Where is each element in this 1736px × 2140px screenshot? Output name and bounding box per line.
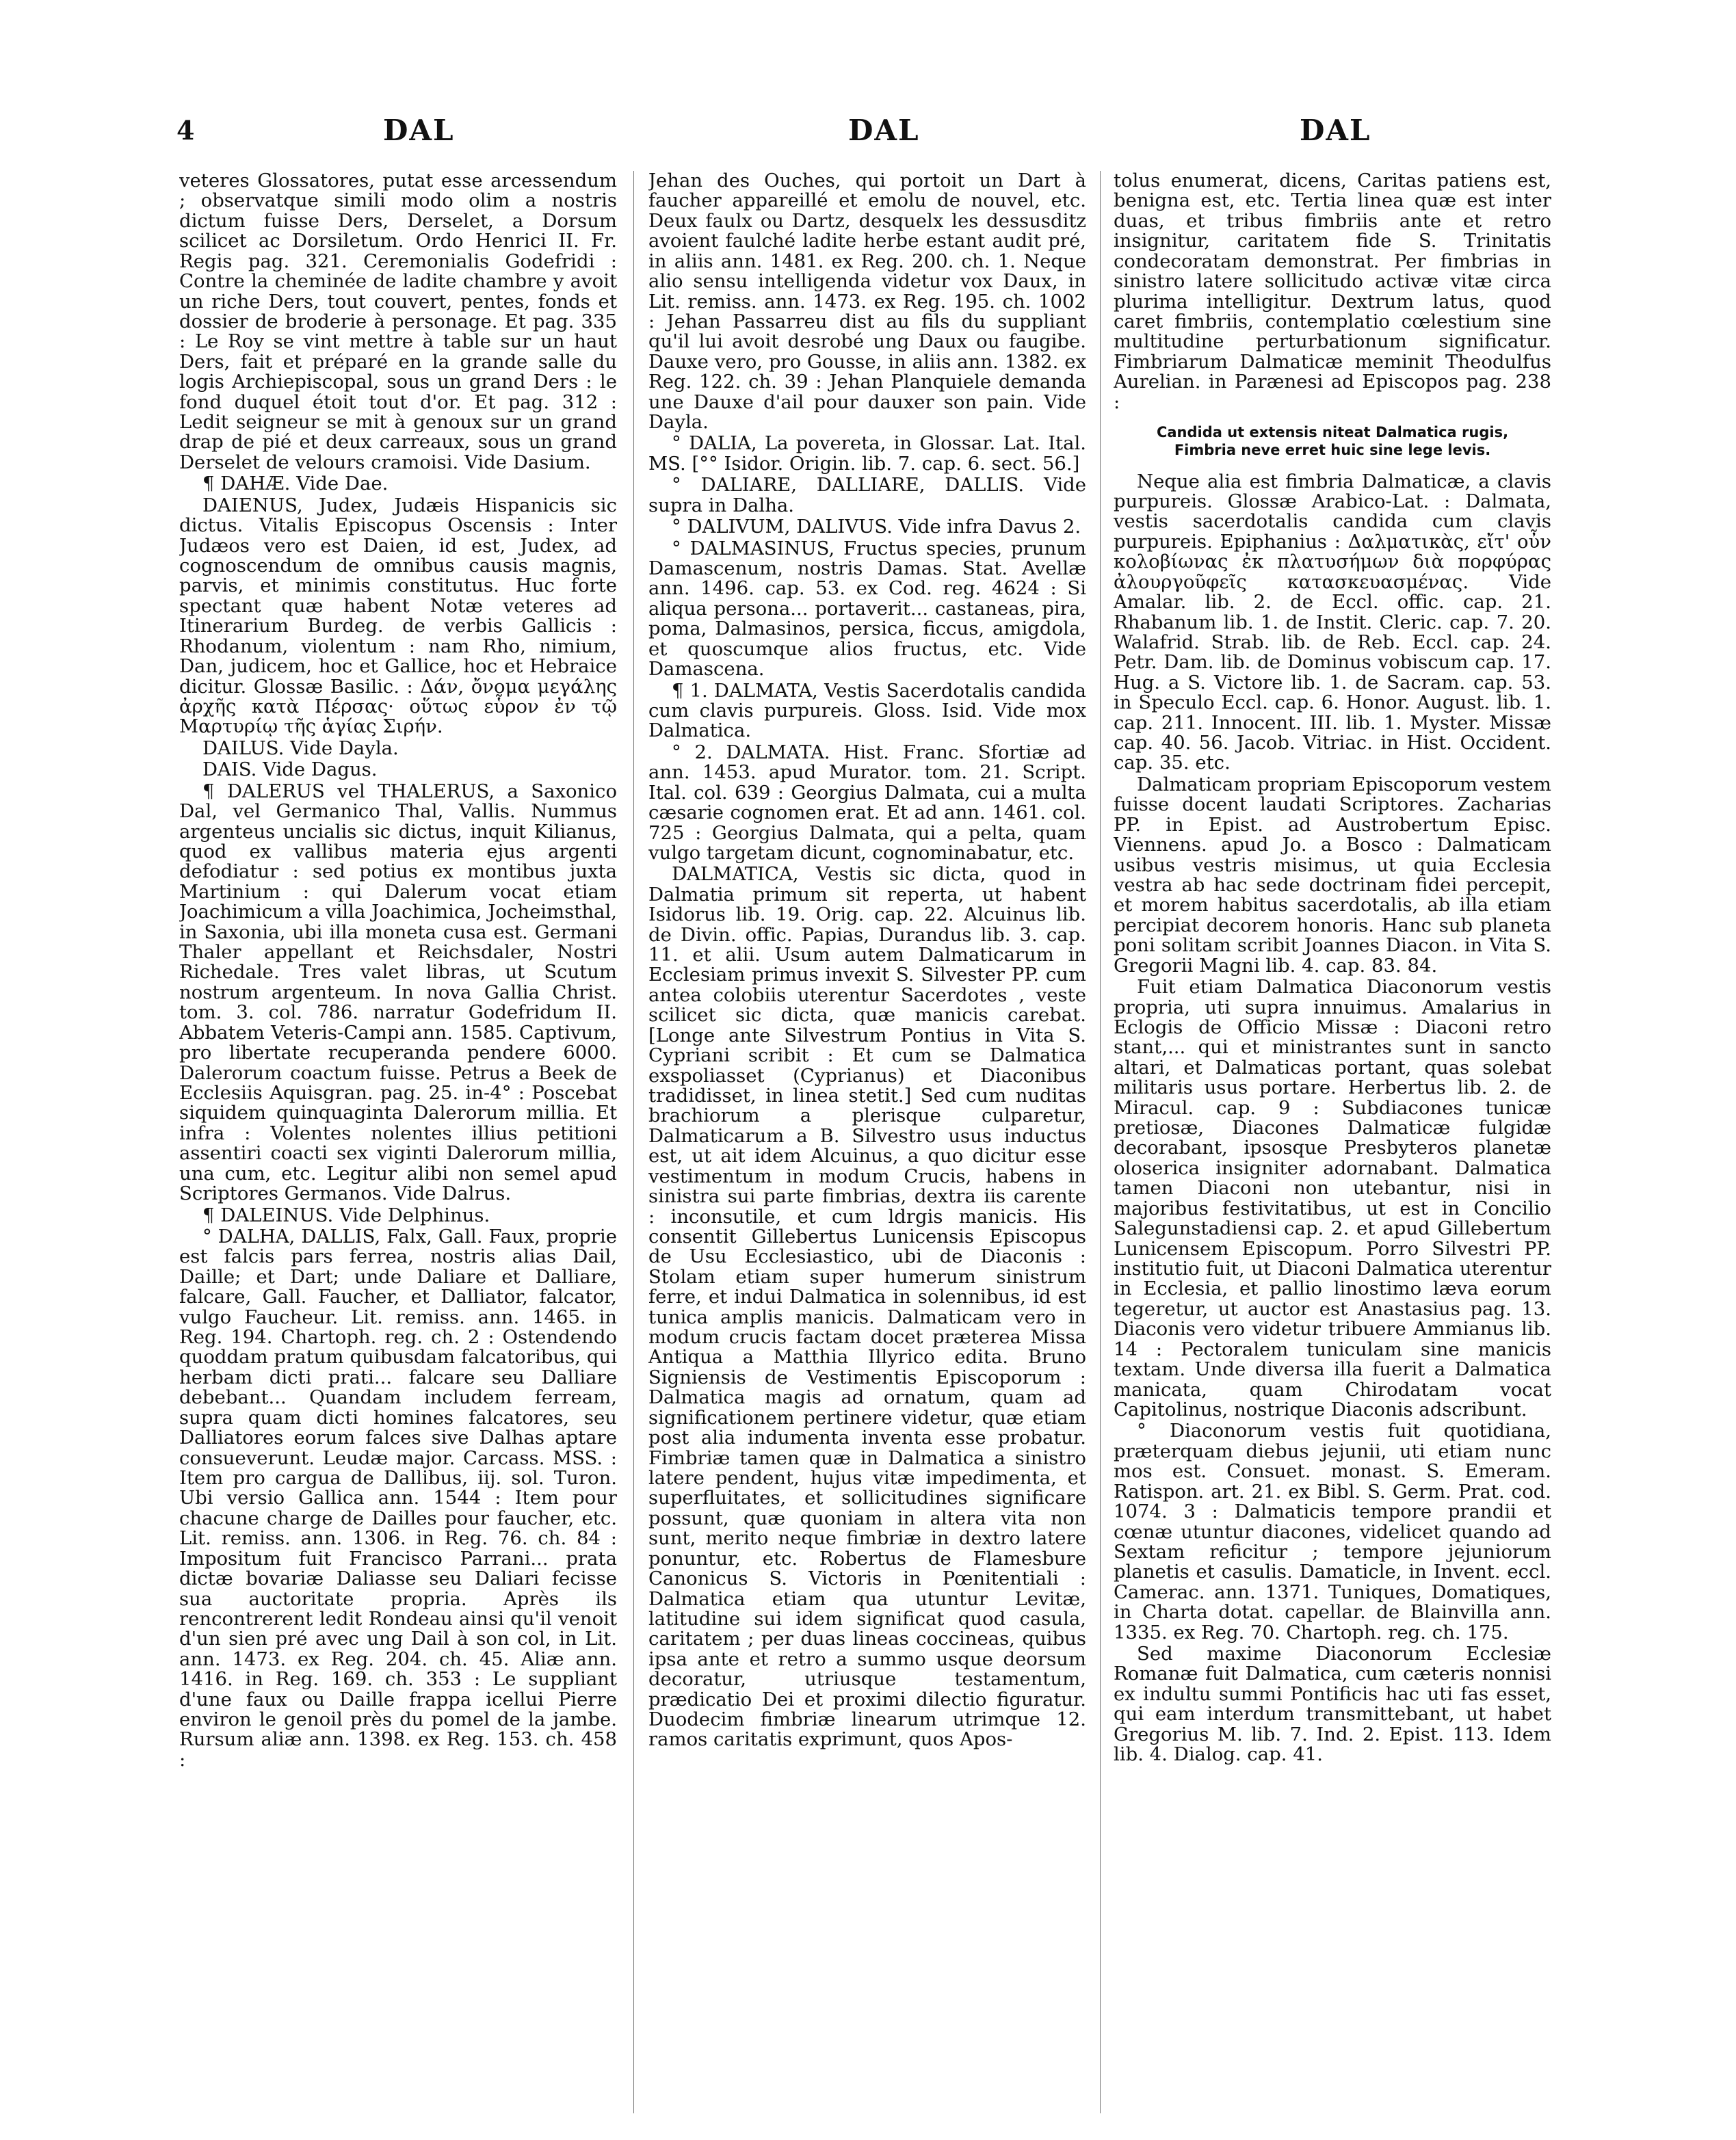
entry-dais: DAIS. Vide Dagus. bbox=[202, 758, 378, 781]
running-head-middle: DAL bbox=[848, 114, 920, 147]
entry-dalmata-1: ¶ 1. DALMATA, Vestis Sacerdotalis candida cum clavis purpureis. Gloss. Isid. Vide mox Dalmatica. bbox=[648, 679, 1086, 742]
entry-paragraph: Dalmaticam propriam Episcoporum vestem fuisse docent laudati Scriptores. Zacharias PP. in Epist. ad Austrobertum Episc. Viennens. apud Jo. a Bosco : Dalmaticam usibus vestris misimus, ut quia Ecclesia vestra ab hac sede doctrinam fidei percepit, et morem habitus sacerdotalis, ab illa etiam percipiat decorem honoris. Hanc sub planeta poni solitam scribit Joannes Diacon. in Vita S. Gregorii Magni lib. 4. cap. 83. 84. bbox=[1114, 773, 1551, 977]
verse-quotation bbox=[1114, 423, 1551, 460]
entry-dalmata-2: ° 2. DALMATA. Hist. Franc. Sfortiæ ad ann. 1453. apud Murator. tom. 21. Script. Ital. col. 639 : Georgius Dalmata, cui a multa cæsarie cognomen erat. Et ad ann. 1461. col. 725 : Georgius Dalmata, qui a pelta, quam vulgo targetam dicunt, cognominabatur, etc. bbox=[648, 741, 1086, 864]
entry-paragraph: ° Diaconorum vestis fuit quotidiana, præterquam diebus jejunii, uti etiam nunc mos est. Consuet. monast. S. Emeram. Ratispon. art. 21. ex Bibl. S. Germ. Prat. cod. 1074. 3 : Dalmaticis tempore prandii et cœnæ utuntur diacones, videlicet quando ad Sextam reficitur ; tempore jejuniorum planetis et casulis. Damaticle, in Invent. eccl. Camerac. ann. 1371. Tuniques, Domatiques, in Charta dotat. capellar. de Blainvilla ann. 1335. ex Reg. 70. Chartoph. reg. ch. 175. bbox=[1114, 1420, 1551, 1643]
entry-daienus: DAIENUS, Judex, Judæis Hispanicis sic dictus. Vitalis Episcopus Oscensis : Inter Judæos vero est Daien, id est, Judex, ad cognoscendum de omnibus causis magnis, parvis, et minimis constitutus. Huc forte spectant quæ habent Notæ veteres ad Itinerarium Burdeg. de verbis Gallicis : Rhodanum, violentum : nam Rho, nimium, Dan, judicem, hoc et Gallice, hoc et Hebraice dicitur. Glossæ Basilic. : Δάν, ὄνομα μεγάλης ἀρχῆς κατὰ Πέρσας· οὕτως εὗρον ἐν τῷ Μαρτυρίῳ τῆς ἁγίας Σιρήν. bbox=[179, 494, 617, 738]
text-column-1 bbox=[179, 171, 617, 2113]
verse-line-1: Candida ut extensis niteat Dalmatica rugis, bbox=[1156, 424, 1509, 441]
entry-dalha: ° DALHA, DALLIS, Falx, Gall. Faux, proprie est falcis pars ferrea, nostris alias Dail, Daille; et Dart; unde Daliare et Dalliare, falcare, Gall. Faucher, et Dalliator, falcator, vulgo Faucheur. Lit. remiss. ann. 1465. in Reg. 194. Chartoph. reg. ch. 2 : Ostendendo quoddam pratum quibusdam falcatoribus, qui herbam dicti prati... falcare seu Dalliare debebant... Quandam includem ferream, supra quam dicti homines falcatores, seu Dalliatores eorum falces sive Dalhas aptare consueverunt. Leudæ major. Carcass. MSS. : Item pro cargua de Dallibus, iij. sol. Turon. Ubi versio Gallica ann. 1544 : Item pour chacune charge de Dailles pour faucher, etc. Lit. remiss. ann. 1306. in Reg. 76. ch. 84 : Impositum fuit Francisco Parrani... prata dictæ bovariæ Daliasse seu Daliari fecisse sua auctoritate propria. Après ils rencontrerent ledit Rondeau ainsi qu'il venoit d'un sien pré avec ung Dail à son col, in Lit. ann. 1473. ex Reg. 204. ch. 45. Aliæ ann. 1416. in Reg. 169. ch. 353 : Le suppliant d'une faux ou Daille frappa icellui Pierre environ le genoil près du pomel de la jambe. Rursum aliæ ann. 1398. ex Reg. 153. ch. 458 : bbox=[179, 1225, 617, 1771]
running-head-left: DAL bbox=[383, 114, 455, 147]
entry-daleinus: ¶ DALEINUS. Vide Delphinus. bbox=[202, 1204, 490, 1226]
text-column-2 bbox=[648, 171, 1086, 2113]
column-rule-2 bbox=[1100, 171, 1101, 2113]
entry-paragraph: Sed maxime Diaconorum Ecclesiæ Romanæ fuit Dalmatica, cum cæteris nonnisi ex indultu summi Pontificis hac uti fas esset, qui eam interdum transmittebant, ut habet Gregorius M. lib. 7. Ind. 2. Epist. 113. Idem lib. 4. Dialog. cap. 41. bbox=[1114, 1643, 1551, 1766]
entry-dailus: DAILUS. Vide Dayla. bbox=[202, 737, 399, 759]
column-rule-1 bbox=[633, 171, 634, 2113]
entry-dalia: ° DALIA, La povereta, in Glossar. Lat. Ital. MS. [°° Isidor. Origin. lib. 7. cap. 6. sect. 56.] bbox=[648, 432, 1086, 475]
text-column-3 bbox=[1114, 171, 1551, 2113]
entry-paragraph: Jehan des Ouches, qui portoit un Dart à faucher appareillé et emolu de nouvel, etc. Deux faulx ou Dartz, desquelx les dessusditz avoient faulché ladite herbe estant audit pré, in aliis ann. 1481. ex Reg. 200. ch. 1. Neque alio sensu intelligenda videtur vox Daux, in Lit. remiss. ann. 1473. ex Reg. 195. ch. 1002 : Jehan Passarreu dist au fils du suppliant qu'il lui avoit desrobé ung Daux ou faugibe. Dauxe vero, pro Gousse, in aliis ann. 1382. ex Reg. 122. ch. 39 : Jehan Planquiele demanda une Dauxe d'ail pour dauxer son pain. Vide Dayla. bbox=[648, 171, 1086, 434]
entry-paragraph: Fuit etiam Dalmatica Diaconorum vestis propria, uti supra innuimus. Amalarius in Eclogis de Officio Missæ : Diaconi retro stant,... qui et ministrantes sunt in sancto altari, et Dalmaticas portant, quas solebat militaris usus portare. Herbertus lib. 2. de Miracul. cap. 9 : Subdiacones tunicæ pretiosæ, Diacones Dalmaticæ fulgidæ decorabant, ipsosque Presbyteros planetæ oloserica insigniter adornabant. Dalmatica tamen Diaconi non utebantur, nisi in majoribus festivitatibus, ut est in Concilio Salegunstadiensi cap. 2. et apud Gillebertum Lunicensem Episcopum. Porro Silvestri PP. institutio fuit, ut Diaconi Dalmatica uterentur in Ecclesia, et pallio linostimo læva eorum tegeretur, ut auctor est Anastasius pag. 13. Diaconis vero videtur tribuere Ammianus lib. 14 : Pectoralem tuniculam sine manicis textam. Unde diversa illa fuerit a Dalmatica manicata, quam Chirodatam vocat Capitolinus, nostrique Diaconis adscribunt. bbox=[1114, 976, 1551, 1421]
entry-dahae: ¶ DAHÆ. Vide Dae. bbox=[202, 473, 389, 495]
verse-line-2: Fimbria neve erret huic sine lege levis. bbox=[1174, 442, 1491, 459]
entry-dalmatica: DALMATICA, Vestis sic dicta, quod in Dalmatia primum sit reperta, ut habent Isidorus lib. 19. Orig. cap. 22. Alcuinus lib. de Divin. offic. Papias, Durandus lib. 3. cap. 11. et alii. Usum autem Dalmaticarum in Ecclesiam primus invexit S. Silvester PP. cum antea colobiis uterentur Sacerdotes , veste scilicet sic dicta, quæ manicis carebat. [Longe ante Silvestrum Pontius in Vita S. Cypriani scribit : Et cum se Dalmatica exspoliasset (Cyprianus) et Diaconibus tradidisset, in linea stetit.] Sed cum nuditas brachiorum a plerisque culparetur, Dalmaticarum a B. Silvestro usus inductus est, ut ait idem Alcuinus, a quo dicitur esse vestimentum in modum Crucis, habens in sinistra sui parte fimbrias, dextra iis carente : inconsutile, et cum ldrgis manicis. His consentit Gillebertus Lunicensis Episcopus de Usu Ecclesiastico, ubi de Diaconis : Stolam etiam super humerum sinistrum ferre, et indui Dalmatica in solennibus, id est tunica amplis manicis. Dalmaticam vero in modum crucis factam docet præterea Missa Antiqua a Matthia Illyrico edita. Bruno Signiensis de Vestimentis Episcoporum : Dalmatica magis ad ornatum, quam ad significationem pertinere videtur, quæ etiam post alia indumenta inventa esse probatur. Fimbriæ tamen quæ in Dalmatica a sinistro latere pendent, hujus vitæ impedimenta, et superfluitates, et sollicitudines significare possunt, quæ quoniam in altera vita non sunt, merito neque fimbriæ in dextro latere ponuntur, etc. Robertus de Flamesbure Canonicus S. Victoris in Pœnitentiali : Dalmatica etiam qua utuntur Levitæ, latitudine sui idem significat quod casula, caritatem ; per duas lineas coccineas, quibus ipsa ante et retro a summo usque deorsum decoratur, utriusque testamentum, prædicatio Dei et proximi dilectio figuratur. Duodecim fimbriæ linearum utrimque 12. ramos caritatis exprimunt, quos Apos- bbox=[648, 863, 1086, 1751]
entry-dalivum: ° DALIVUM, DALIVUS. Vide infra Davus 2. bbox=[672, 516, 1081, 538]
entry-paragraph: tolus enumerat, dicens, Caritas patiens est, benigna est, etc. Tertia linea quæ est inter duas, et tribus fimbriis ante et retro insignitur, caritatem fide S. Trinitatis condecoratam demonstrat. Per fimbrias in sinistro latere sollicitudo activæ vitæ circa plurima intelligitur. Dextrum latus, quod caret fimbriis, contemplatio cœlestium sine multitudine perturbationum significatur. Fimbriarum Dalmaticæ meminit Theodulfus Aurelian. in Parænesi ad Episcopos pag. 238 : bbox=[1114, 171, 1551, 413]
entry-paragraph: veteres Glossatores, putat esse arcessendum ; observatque simili modo olim a nostris dictum fuisse Ders, Derselet, a Dorsum scilicet ac Dorsiletum. Ordo Henrici II. Fr. Regis pag. 321. Ceremonialis Godefridi : Contre la cheminée de ladite chambre y avoit un riche Ders, tout couvert, pentes, fonds et dossier de broderie à personage. Et pag. 335 : Le Roy se vint mettre à table sur un haut Ders, fait et préparé en la grande salle du logis Archiepiscopal, sous un grand Ders : le fond duquel étoit tout d'or. Et pag. 312 : Ledit seigneur se mit à genoux sur un grand drap de pié et deux carreaux, sous un grand Derselet de velours cramoisi. Vide Dasium. bbox=[179, 171, 617, 473]
entry-dalerus: ¶ DALERUS vel THALERUS, a Saxonico Dal, vel Germanico Thal, Vallis. Nummus argenteus uncialis sic dictus, inquit Kilianus, quod ex vallibus materia ejus argenti defodiatur : sed potius ex montibus juxta Martinium : qui Dalerum vocat etiam Joachimicum a villa Joachimica, Jocheimsthal, in Saxonia, ubi illa moneta cusa est. Germani Thaler appellant et Reichsdaler, Nostri Richedale. Tres valet libras, ut Scutum nostrum argenteum. In nova Gallia Christ. tom. 3. col. 786. narratur Godefridum II. Abbatem Veteris-Campi ann. 1585. Captivum, pro libertate recuperanda pendere 6000. Dalerorum coactum fuisse. Petrus a Beek de Ecclesiis Aquisgran. pag. 25. in-4° : Poscebat siquidem quinquaginta Dalerorum millia. Et infra : Volentes nolentes illius petitioni assentiri coacti sex viginti Dalerorum millia, una cum, etc. Legitur alibi non semel apud Scriptores Germanos. Vide Dalrus. bbox=[179, 780, 617, 1205]
entry-dalmasinus: ° DALMASINUS, Fructus species, prunum Damascenum, nostris Damas. Stat. Avellæ ann. 1496. cap. 53. ex Cod. reg. 4624 : Si aliqua persona... portaverit... castaneas, pira, poma, Dalmasinos, persica, ficcus, amigdola, et quoscumque alios fructus, etc. Vide Damascena. bbox=[648, 537, 1086, 681]
entry-paragraph: Neque alia est fimbria Dalmaticæ, a clavis purpureis. Glossæ Arabico-Lat. : Dalmata, vestis sacerdotalis candida cum clavis purpureis. Epiphanius : Δαλματικὰς, εἴτ' οὖν κολοβίωνας ἐκ πλατυσήμων διὰ πορφύρας ἀλουργοῦφεῖς κατασκευασμένας. Vide Amalar. lib. 2. de Eccl. offic. cap. 21. Rhabanum lib. 1. de Instit. Cleric. cap. 7. 20. Walafrid. Strab. lib. de Reb. Eccl. cap. 24. Petr. Dam. lib. de Dominus vobiscum cap. 17. Hug. a S. Victore lib. 1. de Sacram. cap. 53. in Speculo Eccl. cap. 6. Honor. August. lib. 1. cap. 211. Innocent. III. lib. 1. Myster. Missæ cap. 40. 56. Jacob. Vitriac. in Hist. Occident. cap. 35. etc. bbox=[1114, 470, 1551, 774]
page-number: 4 bbox=[176, 115, 195, 146]
entry-daliare: ° DALIARE, DALLIARE, DALLIS. Vide supra in Dalha. bbox=[648, 474, 1086, 516]
running-head-right: DAL bbox=[1300, 114, 1371, 147]
